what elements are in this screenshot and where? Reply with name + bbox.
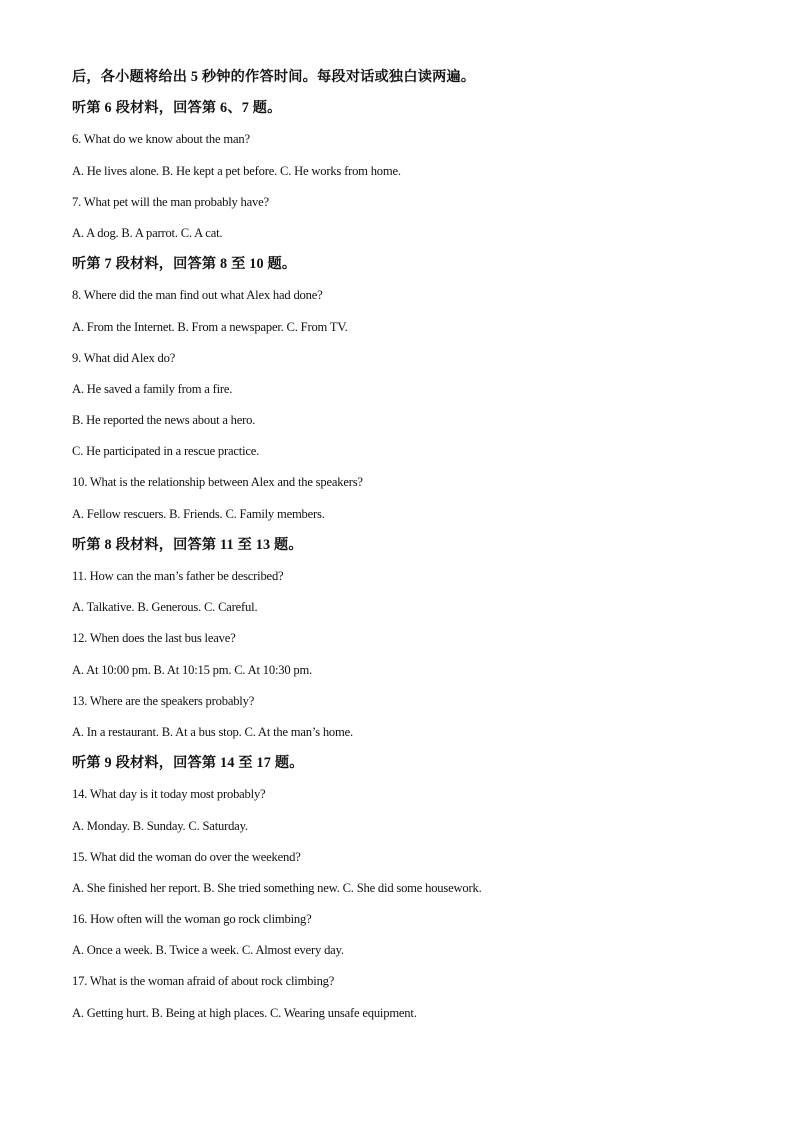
question-12-options: A. At 10:00 pm. B. At 10:15 pm. C. At 10:30 pm. <box>72 662 313 677</box>
question-12: 12. When does the last bus leave? <box>72 631 236 646</box>
section-heading-6: 听第 6 段材料，回答第 6、7 题。 <box>72 100 282 117</box>
question-8-options: A. From the Internet. B. From a newspaper. C. From TV. <box>72 319 348 334</box>
question-6: 6. What do we know about the man? <box>72 132 250 147</box>
question-10: 10. What is the relationship between Alex and the speakers? <box>72 475 363 490</box>
question-16-options: A. Once a week. B. Twice a week. C. Almost every day. <box>72 943 344 958</box>
question-8: 8. Where did the man find out what Alex had done? <box>72 288 323 303</box>
question-9: 9. What did Alex do? <box>72 350 176 365</box>
question-15: 15. What did the woman do over the weekend? <box>72 849 301 864</box>
section-heading-9: 听第 9 段材料，回答第 14 至 17 题。 <box>72 755 304 772</box>
section-heading-8: 听第 8 段材料，回答第 11 至 13 题。 <box>72 536 303 553</box>
question-17: 17. What is the woman afraid of about rock climbing? <box>72 974 335 989</box>
question-10-options: A. Fellow rescuers. B. Friends. C. Family members. <box>72 506 325 521</box>
question-15-options: A. She finished her report. B. She tried something new. C. She did some housework. <box>72 880 482 895</box>
question-6-options: A. He lives alone. B. He kept a pet before. C. He works from home. <box>72 163 401 178</box>
question-14: 14. What day is it today most probably? <box>72 787 266 802</box>
question-11-options: A. Talkative. B. Generous. C. Careful. <box>72 600 258 615</box>
question-17-options: A. Getting hurt. B. Being at high places. C. Wearing unsafe equipment. <box>72 1005 417 1020</box>
question-13: 13. Where are the speakers probably? <box>72 693 255 708</box>
question-14-options: A. Monday. B. Sunday. C. Saturday. <box>72 818 248 833</box>
question-7: 7. What pet will the man probably have? <box>72 194 269 209</box>
question-7-options: A. A dog. B. A parrot. C. A cat. <box>72 225 223 240</box>
question-9-option-b: B. He reported the news about a hero. <box>72 413 256 428</box>
document-page <box>72 62 752 1029</box>
question-16: 16. How often will the woman go rock climbing? <box>72 912 312 927</box>
section-heading-7: 听第 7 段材料，回答第 8 至 10 题。 <box>72 256 297 273</box>
question-9-option-c: C. He participated in a rescue practice. <box>72 444 260 459</box>
instructions-text: 后，各小题将给出 5 秒钟的作答时间。每段对话或独白读两遍。 <box>72 69 476 85</box>
question-13-options: A. In a restaurant. B. At a bus stop. C. At the man’s home. <box>72 724 353 739</box>
question-11: 11. How can the man’s father be described? <box>72 569 284 583</box>
question-9-option-a: A. He saved a family from a fire. <box>72 381 233 396</box>
